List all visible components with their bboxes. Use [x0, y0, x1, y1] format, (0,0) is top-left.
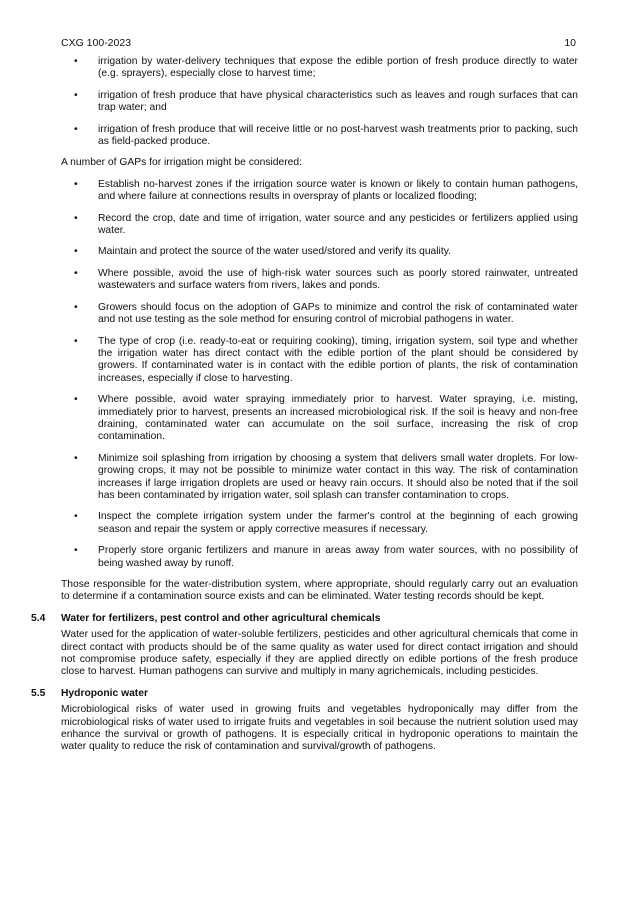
bullet-icon: • — [74, 301, 78, 313]
list-item — [61, 453, 578, 503]
bullet-icon: • — [74, 335, 78, 347]
document-body — [31, 56, 578, 763]
list-item — [61, 545, 578, 570]
list-item-text: Inspect the complete irrigation system under the farmer's control at the beginning of each growing season and repair the system or apply corrective measures if necessary. — [98, 511, 578, 535]
list-item-text: Maintain and protect the source of the water used/stored and verify its quality. — [98, 246, 451, 258]
header-doc-id: CXG 100-2023 — [61, 37, 132, 49]
bullet-icon: • — [74, 89, 78, 101]
bullet-icon: • — [74, 246, 78, 258]
list-item-text: Where possible, avoid the use of high-risk water sources such as poorly stored rainwater, untreated wastewaters and surface waters from rivers, lakes and ponds. — [98, 267, 578, 292]
closing-paragraph: Those responsible for the water-distribution system, where appropriate, should regularly carry out an evaluation to determine if a contamination source exists and can be eliminated. Water testing records should be kept. — [61, 579, 578, 603]
bullet-icon: • — [74, 511, 78, 523]
section-5-5-heading — [31, 687, 578, 700]
list-item — [61, 336, 578, 386]
section-title: Hydroponic water — [61, 687, 148, 699]
bullet-icon: • — [74, 212, 78, 224]
bullet-icon: • — [74, 267, 78, 279]
list-item-text: Where possible, avoid water spraying immediately prior to harvest. Water spraying, i.e. misting, immediately prior to harvest, presents an increased microbiological risk. If the soil is heavy and non-free draining, contaminated water can accumulate on the soil surface, increasing the risk of crop contamination. — [98, 394, 578, 443]
list-item-text: Minimize soil splashing from irrigation by choosing a system that delivers small water droplets. For low-growing crops, it may not be possible to minimize water contact in this way. The risk of contamination increases if large irrigation droplets are used or heavy rain occurs. It should also be noted that if the soil has been contaminated by irrigation water, soil splash can transfer contamination to crops. — [98, 452, 578, 501]
bullet-icon: • — [74, 452, 78, 464]
bullet-icon: • — [74, 123, 78, 135]
list-item-text: irrigation of fresh produce that will receive little or no post-harvest wash treatments prior to packing, such as field-packed produce. — [98, 123, 578, 148]
list-item — [61, 394, 578, 444]
list-item-text: Establish no-harvest zones if the irrigation source water is known or likely to contain human pathogens, and where failure at connections results in overspray of plants or localized flooding; — [98, 178, 578, 203]
list-item — [61, 213, 578, 238]
section-5-4-body: Water used for the application of water-soluble fertilizers, pesticides and other agricultural chemicals that come in direct contact with products should be of the same quality as water used for direct contact irrigation and should not compromise produce safety, especially if they are applied directly on edible portions of the fresh produce close to harvest. Human pathogens can survive and multiply in many agrichemicals, including pesticides. — [61, 629, 578, 678]
list-item-text: Growers should focus on the adoption of GAPs to minimize and control the risk of contaminated water and not use testing as the sole method for ensuring control of microbial pathogens in water. — [98, 301, 578, 326]
list-item-text: irrigation of fresh produce that have physical characteristics such as leaves and rough surfaces that can trap water; and — [98, 89, 578, 114]
header-page-number: 10 — [564, 37, 576, 49]
list-item-text: Properly store organic fertilizers and manure in areas away from water sources, with no possibility of being washed away by runoff. — [98, 545, 578, 569]
section-5-5-body: Microbiological risks of water used in growing fruits and vegetables hydroponically may differ from the microbiological risks of water used to irrigate fruits and vegetables in soil because the nutrient solution used may enhance the survival or growth of pathogens. It is especially critical in hydroponic operations to maintain the water quality to reduce the risk of contamination and survival/growth of pathogens. — [61, 704, 578, 753]
list-item — [61, 511, 578, 536]
list-item — [61, 56, 578, 81]
section-number: 5.4 — [31, 612, 46, 624]
list-item-text: The type of crop (i.e. ready-to-eat or requiring cooking), timing, irrigation system, soil type and whether the irrigation water has direct contact with the edible portion of the plant should be considered by growers. If contaminated water is in contact with the edible portion of plants, the risk of contamination increases, especially if close to harvesting. — [98, 335, 578, 384]
list-item — [61, 90, 578, 115]
gaps-bullet-list — [61, 179, 578, 570]
section-5-4-heading — [31, 612, 578, 625]
list-item-text: irrigation by water-delivery techniques that expose the edible portion of fresh produce directly to water (e.g. sprayers), especially close to harvest time; — [98, 56, 578, 80]
section-number: 5.5 — [31, 687, 46, 699]
gaps-intro: A number of GAPs for irrigation might be considered: — [61, 157, 302, 169]
intro-bullet-list — [61, 56, 578, 148]
list-item — [61, 302, 578, 327]
list-item — [61, 268, 578, 293]
section-title: Water for fertilizers, pest control and other agricultural chemicals — [61, 612, 381, 624]
list-item — [61, 124, 578, 149]
list-item-text: Record the crop, date and time of irrigation, water source and any pesticides or fertilizers applied using water. — [98, 212, 578, 237]
bullet-icon: • — [74, 56, 78, 67]
bullet-icon: • — [74, 178, 78, 190]
bullet-icon: • — [74, 545, 78, 557]
list-item — [61, 179, 578, 204]
list-item — [61, 246, 578, 258]
bullet-icon: • — [74, 394, 78, 406]
